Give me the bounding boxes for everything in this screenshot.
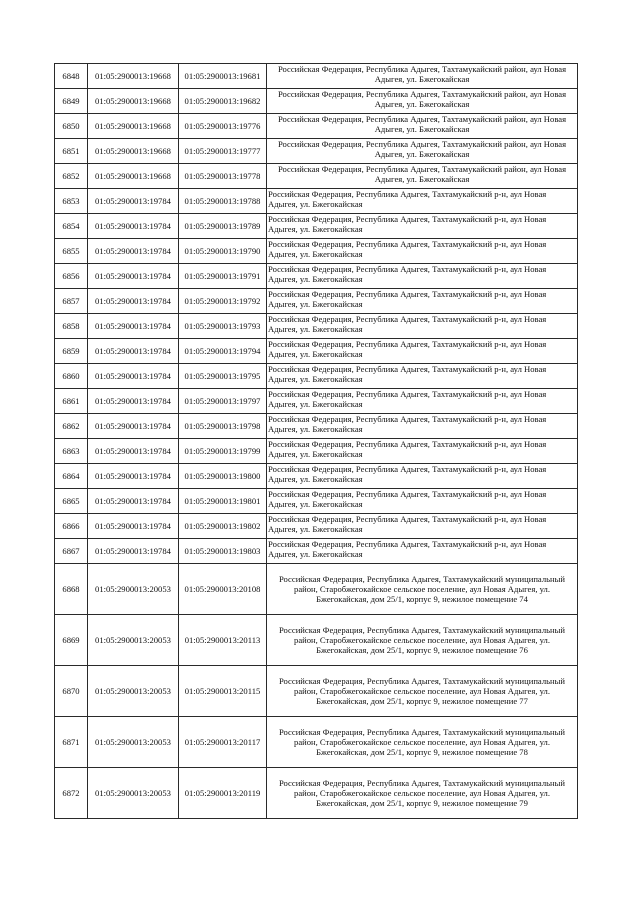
table-row — [55, 114, 578, 139]
cadastral-number-cell: 01:05:2900013:20119 — [179, 768, 267, 819]
address-cell: Российская Федерация, Республика Адыгея, Тахтамукайский р-н, аул Новая Адыгея, ул. Бжегокайская — [267, 264, 578, 289]
parent-cadastral-number-cell: 01:05:2900013:19784 — [88, 314, 179, 339]
parent-cadastral-number-cell: 01:05:2900013:19784 — [88, 414, 179, 439]
address-cell: Российская Федерация, Республика Адыгея, Тахтамукайский р-н, аул Новая Адыгея, ул. Бжегокайская — [267, 289, 578, 314]
address-cell: Российская Федерация, Республика Адыгея, Тахтамукайский р-н, аул Новая Адыгея, ул. Бжегокайская — [267, 539, 578, 564]
cadastral-number-cell: 01:05:2900013:19682 — [179, 89, 267, 114]
cadastral-number-cell: 01:05:2900013:19802 — [179, 514, 267, 539]
table-row — [55, 89, 578, 114]
cadastral-number-cell: 01:05:2900013:19788 — [179, 189, 267, 214]
table-row — [55, 414, 578, 439]
cadastral-number-cell: 01:05:2900013:19793 — [179, 314, 267, 339]
row-number-cell: 6861 — [55, 389, 88, 414]
table-row — [55, 539, 578, 564]
cadastral-number-cell: 01:05:2900013:19778 — [179, 164, 267, 189]
cadastral-number-cell: 01:05:2900013:19797 — [179, 389, 267, 414]
table-row — [55, 339, 578, 364]
row-number-cell: 6865 — [55, 489, 88, 514]
parent-cadastral-number-cell: 01:05:2900013:19784 — [88, 389, 179, 414]
row-number-cell: 6859 — [55, 339, 88, 364]
parent-cadastral-number-cell: 01:05:2900013:19784 — [88, 189, 179, 214]
row-number-cell: 6869 — [55, 615, 88, 666]
parent-cadastral-number-cell: 01:05:2900013:19668 — [88, 114, 179, 139]
parent-cadastral-number-cell: 01:05:2900013:19784 — [88, 514, 179, 539]
table-row — [55, 666, 578, 717]
address-cell: Российская Федерация, Республика Адыгея, Тахтамукайский район, аул Новая Адыгея, ул. Бжегокайская — [267, 89, 578, 114]
cadastral-number-cell: 01:05:2900013:19792 — [179, 289, 267, 314]
row-number-cell: 6870 — [55, 666, 88, 717]
parent-cadastral-number-cell: 01:05:2900013:19784 — [88, 539, 179, 564]
cadastral-number-cell: 01:05:2900013:19795 — [179, 364, 267, 389]
row-number-cell: 6872 — [55, 768, 88, 819]
table-row — [55, 717, 578, 768]
address-cell: Российская Федерация, Республика Адыгея, Тахтамукайский р-н, аул Новая Адыгея, ул. Бжегокайская — [267, 489, 578, 514]
address-cell: Российская Федерация, Республика Адыгея, Тахтамукайский р-н, аул Новая Адыгея, ул. Бжегокайская — [267, 414, 578, 439]
row-number-cell: 6867 — [55, 539, 88, 564]
parent-cadastral-number-cell: 01:05:2900013:20053 — [88, 666, 179, 717]
parent-cadastral-number-cell: 01:05:2900013:19668 — [88, 64, 179, 89]
table-row — [55, 189, 578, 214]
address-cell: Российская Федерация, Республика Адыгея, Тахтамукайский р-н, аул Новая Адыгея, ул. Бжегокайская — [267, 314, 578, 339]
parent-cadastral-number-cell: 01:05:2900013:19668 — [88, 139, 179, 164]
cadastral-number-cell: 01:05:2900013:19798 — [179, 414, 267, 439]
address-cell: Российская Федерация, Республика Адыгея, Тахтамукайский р-н, аул Новая Адыгея, ул. Бжегокайская — [267, 189, 578, 214]
row-number-cell: 6852 — [55, 164, 88, 189]
table-row — [55, 564, 578, 615]
address-cell: Российская Федерация, Республика Адыгея, Тахтамукайский р-н, аул Новая Адыгея, ул. Бжегокайская — [267, 364, 578, 389]
row-number-cell: 6857 — [55, 289, 88, 314]
table-row — [55, 314, 578, 339]
parent-cadastral-number-cell: 01:05:2900013:19784 — [88, 339, 179, 364]
address-cell: Российская Федерация, Республика Адыгея, Тахтамукайский р-н, аул Новая Адыгея, ул. Бжегокайская — [267, 339, 578, 364]
parent-cadastral-number-cell: 01:05:2900013:19784 — [88, 214, 179, 239]
parent-cadastral-number-cell: 01:05:2900013:19784 — [88, 239, 179, 264]
cadastral-number-cell: 01:05:2900013:19681 — [179, 64, 267, 89]
cadastral-number-cell: 01:05:2900013:19777 — [179, 139, 267, 164]
cadastral-number-cell: 01:05:2900013:19803 — [179, 539, 267, 564]
table-row — [55, 264, 578, 289]
address-cell: Российская Федерация, Республика Адыгея, Тахтамукайский муниципальный район, Старобжегокайское сельское поселение, аул Новая Адыгея, ул. Бжегокайская, дом 25/1, корпус 9, нежилое помещение 79 — [267, 768, 578, 819]
cadastral-number-cell: 01:05:2900013:20117 — [179, 717, 267, 768]
row-number-cell: 6848 — [55, 64, 88, 89]
row-number-cell: 6863 — [55, 439, 88, 464]
row-number-cell: 6864 — [55, 464, 88, 489]
parent-cadastral-number-cell: 01:05:2900013:19784 — [88, 439, 179, 464]
address-cell: Российская Федерация, Республика Адыгея, Тахтамукайский район, аул Новая Адыгея, ул. Бжегокайская — [267, 164, 578, 189]
cadastral-number-cell: 01:05:2900013:19790 — [179, 239, 267, 264]
table-row — [55, 389, 578, 414]
cadastral-number-cell: 01:05:2900013:19799 — [179, 439, 267, 464]
row-number-cell: 6850 — [55, 114, 88, 139]
row-number-cell: 6871 — [55, 717, 88, 768]
parent-cadastral-number-cell: 01:05:2900013:19668 — [88, 89, 179, 114]
parent-cadastral-number-cell: 01:05:2900013:20053 — [88, 615, 179, 666]
table-row — [55, 364, 578, 389]
row-number-cell: 6868 — [55, 564, 88, 615]
row-number-cell: 6854 — [55, 214, 88, 239]
parent-cadastral-number-cell: 01:05:2900013:19784 — [88, 464, 179, 489]
address-cell: Российская Федерация, Республика Адыгея, Тахтамукайский район, аул Новая Адыгея, ул. Бжегокайская — [267, 139, 578, 164]
table-body — [55, 64, 578, 819]
address-cell: Российская Федерация, Республика Адыгея, Тахтамукайский р-н, аул Новая Адыгея, ул. Бжегокайская — [267, 514, 578, 539]
parent-cadastral-number-cell: 01:05:2900013:19784 — [88, 289, 179, 314]
address-cell: Российская Федерация, Республика Адыгея, Тахтамукайский муниципальный район, Старобжегокайское сельское поселение, аул Новая Адыгея, ул. Бжегокайская, дом 25/1, корпус 9, нежилое помещение 74 — [267, 564, 578, 615]
table-row — [55, 439, 578, 464]
address-cell: Российская Федерация, Республика Адыгея, Тахтамукайский муниципальный район, Старобжегокайское сельское поселение, аул Новая Адыгея, ул. Бжегокайская, дом 25/1, корпус 9, нежилое помещение 77 — [267, 666, 578, 717]
table-row — [55, 139, 578, 164]
row-number-cell: 6855 — [55, 239, 88, 264]
table-row — [55, 289, 578, 314]
address-cell: Российская Федерация, Республика Адыгея, Тахтамукайский муниципальный район, Старобжегокайское сельское поселение, аул Новая Адыгея, ул. Бжегокайская, дом 25/1, корпус 9, нежилое помещение 78 — [267, 717, 578, 768]
row-number-cell: 6849 — [55, 89, 88, 114]
parent-cadastral-number-cell: 01:05:2900013:19668 — [88, 164, 179, 189]
parent-cadastral-number-cell: 01:05:2900013:20053 — [88, 768, 179, 819]
parent-cadastral-number-cell: 01:05:2900013:19784 — [88, 364, 179, 389]
cadastral-number-cell: 01:05:2900013:20108 — [179, 564, 267, 615]
address-cell: Российская Федерация, Республика Адыгея, Тахтамукайский р-н, аул Новая Адыгея, ул. Бжегокайская — [267, 464, 578, 489]
table-row — [55, 164, 578, 189]
table-row — [55, 768, 578, 819]
cadastral-number-cell: 01:05:2900013:19800 — [179, 464, 267, 489]
row-number-cell: 6853 — [55, 189, 88, 214]
cadastral-number-cell: 01:05:2900013:19801 — [179, 489, 267, 514]
table-row — [55, 64, 578, 89]
cadastral-number-cell: 01:05:2900013:20115 — [179, 666, 267, 717]
table-row — [55, 214, 578, 239]
address-cell: Российская Федерация, Республика Адыгея, Тахтамукайский р-н, аул Новая Адыгея, ул. Бжегокайская — [267, 389, 578, 414]
address-cell: Российская Федерация, Республика Адыгея, Тахтамукайский муниципальный район, Старобжегокайское сельское поселение, аул Новая Адыгея, ул. Бжегокайская, дом 25/1, корпус 9, нежилое помещение 76 — [267, 615, 578, 666]
table-row — [55, 464, 578, 489]
row-number-cell: 6862 — [55, 414, 88, 439]
address-cell: Российская Федерация, Республика Адыгея, Тахтамукайский р-н, аул Новая Адыгея, ул. Бжегокайская — [267, 239, 578, 264]
cadastral-number-cell: 01:05:2900013:19791 — [179, 264, 267, 289]
cadastral-table — [54, 63, 578, 819]
address-cell: Российская Федерация, Республика Адыгея, Тахтамукайский р-н, аул Новая Адыгея, ул. Бжегокайская — [267, 214, 578, 239]
parent-cadastral-number-cell: 01:05:2900013:20053 — [88, 717, 179, 768]
row-number-cell: 6860 — [55, 364, 88, 389]
cadastral-number-cell: 01:05:2900013:20113 — [179, 615, 267, 666]
address-cell: Российская Федерация, Республика Адыгея, Тахтамукайский район, аул Новая Адыгея, ул. Бжегокайская — [267, 114, 578, 139]
address-cell: Российская Федерация, Республика Адыгея, Тахтамукайский р-н, аул Новая Адыгея, ул. Бжегокайская — [267, 439, 578, 464]
cadastral-number-cell: 01:05:2900013:19789 — [179, 214, 267, 239]
table-row — [55, 239, 578, 264]
row-number-cell: 6858 — [55, 314, 88, 339]
parent-cadastral-number-cell: 01:05:2900013:19784 — [88, 489, 179, 514]
row-number-cell: 6851 — [55, 139, 88, 164]
table-row — [55, 615, 578, 666]
row-number-cell: 6856 — [55, 264, 88, 289]
cadastral-number-cell: 01:05:2900013:19794 — [179, 339, 267, 364]
parent-cadastral-number-cell: 01:05:2900013:19784 — [88, 264, 179, 289]
row-number-cell: 6866 — [55, 514, 88, 539]
parent-cadastral-number-cell: 01:05:2900013:20053 — [88, 564, 179, 615]
table-row — [55, 489, 578, 514]
address-cell: Российская Федерация, Республика Адыгея, Тахтамукайский район, аул Новая Адыгея, ул. Бжегокайская — [267, 64, 578, 89]
cadastral-number-cell: 01:05:2900013:19776 — [179, 114, 267, 139]
table-row — [55, 514, 578, 539]
